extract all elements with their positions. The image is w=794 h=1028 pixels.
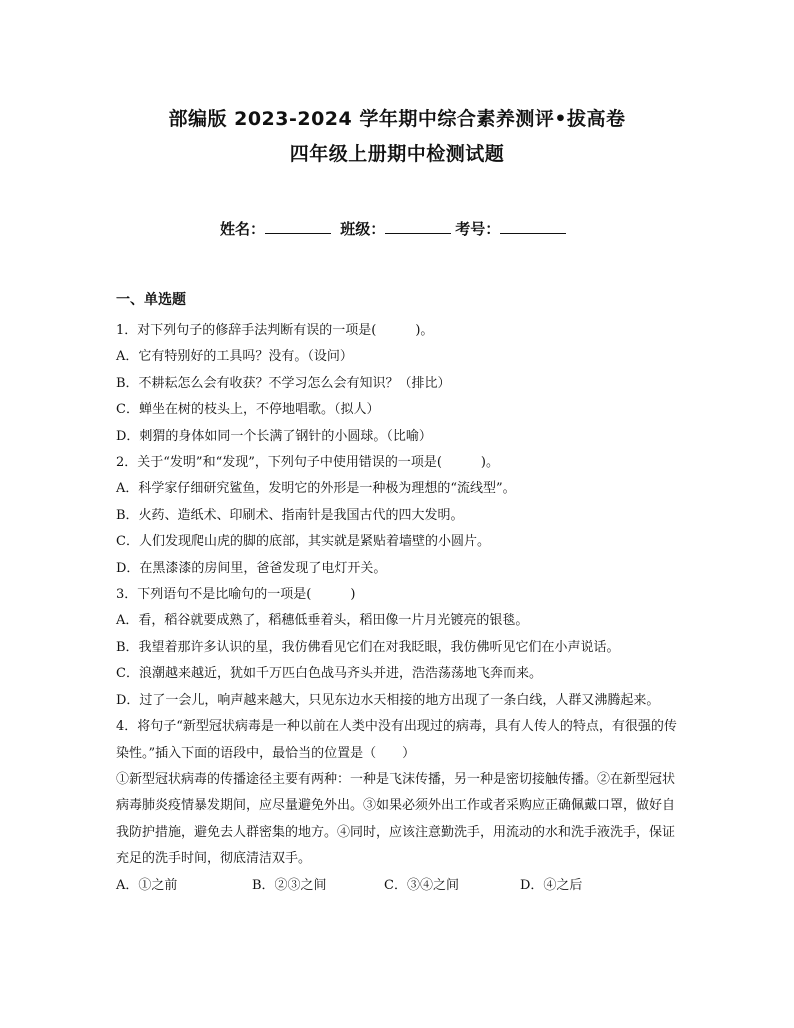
option-d: D．过了一会儿，响声越来越大，只见东边水天相接的地方出现了一条白线，人群又沸腾起来。 [116,692,660,708]
question-stem: 4．将句子“新型冠状病毒是一种以前在人类中没有出现过的病毒，具有人传人的特点，有很强的传染性。”插入下面的语段中，最恰当的位置是（ ） [116,719,677,761]
option-b: B．不耕耘怎么会有收获？不学习怎么会有知识？（排比） [116,375,451,391]
option-a: A．它有特别好的工具吗？没有。（设问） [116,349,353,365]
option-d: D．④之后 [520,877,583,893]
option-c: C．③④之间 [384,877,459,893]
name-label: 姓名： [220,220,266,238]
options-row [116,873,684,899]
class-blank[interactable] [385,219,451,234]
option-b: B．②③之间 [252,877,327,893]
question-stem: 2．关于“发明”和“发现”，下列句子中使用错误的一项是( )。 [116,455,499,471]
option-a: A．科学家仔细研究鲨鱼，发明它的外形是一种极为理想的“流线型”。 [116,481,516,497]
option-d: D．在黑漆漆的房间里，爸爸发现了电灯开关。 [116,560,387,576]
title-line-2: 四年级上册期中检测试题 [289,143,505,165]
student-info-row [220,218,570,239]
section-title: 一、单选题 [116,292,186,308]
option-a: A．①之前 [116,877,178,893]
id-label: 考号： [455,220,501,238]
question-stem: 3．下列语句不是比喻句的一项是( ) [116,587,356,603]
option-a: A．看，稻谷就要成熟了，稻穗低垂着头，稻田像一片月光镀亮的银毯。 [116,613,529,629]
title-line-1: 部编版 2023-2024 学年期中综合素养测评•拔高卷 [168,108,626,130]
option-b: B．火药、造纸术、印刷术、指南针是我国古代的四大发明。 [116,507,464,523]
option-d: D．刺猬的身体如同一个长满了钢针的小圆球。（比喻） [116,428,432,444]
option-c: C．人们发现爬山虎的脚的底部，其实就是紧贴着墙壁的小圆片。 [116,534,490,550]
option-c: C．浪潮越来越近，犹如千万匹白色战马齐头并进，浩浩荡荡地飞奔而来。 [116,666,542,682]
name-blank[interactable] [265,219,331,234]
id-blank[interactable] [500,219,566,234]
question-passage: ①新型冠状病毒的传播途径主要有两种：一种是飞沫传播，另一种是密切接触传播。②在新型冠状病毒肺炎疫情暴发期间，应尽量避免外出。③如果必须外出工作或者采购应正确佩戴口罩，做好自我防护措施，避免去人群密集的地方。④同时，应该注意勤洗手，用流动的水和洗手液洗手，保证充足的洗手时间，彻底清洁双手。 [116,771,676,867]
option-c: C．蝉坐在树的枝头上，不停地唱歌。（拟人） [116,402,380,418]
option-b: B．我望着那许多认识的星，我仿佛看见它们在对我眨眼，我仿佛听见它们在小声说话。 [116,639,620,655]
questions-list [116,318,684,899]
class-label: 班级： [340,220,386,238]
question-stem: 1．对下列句子的修辞手法判断有误的一项是( )。 [116,323,434,338]
